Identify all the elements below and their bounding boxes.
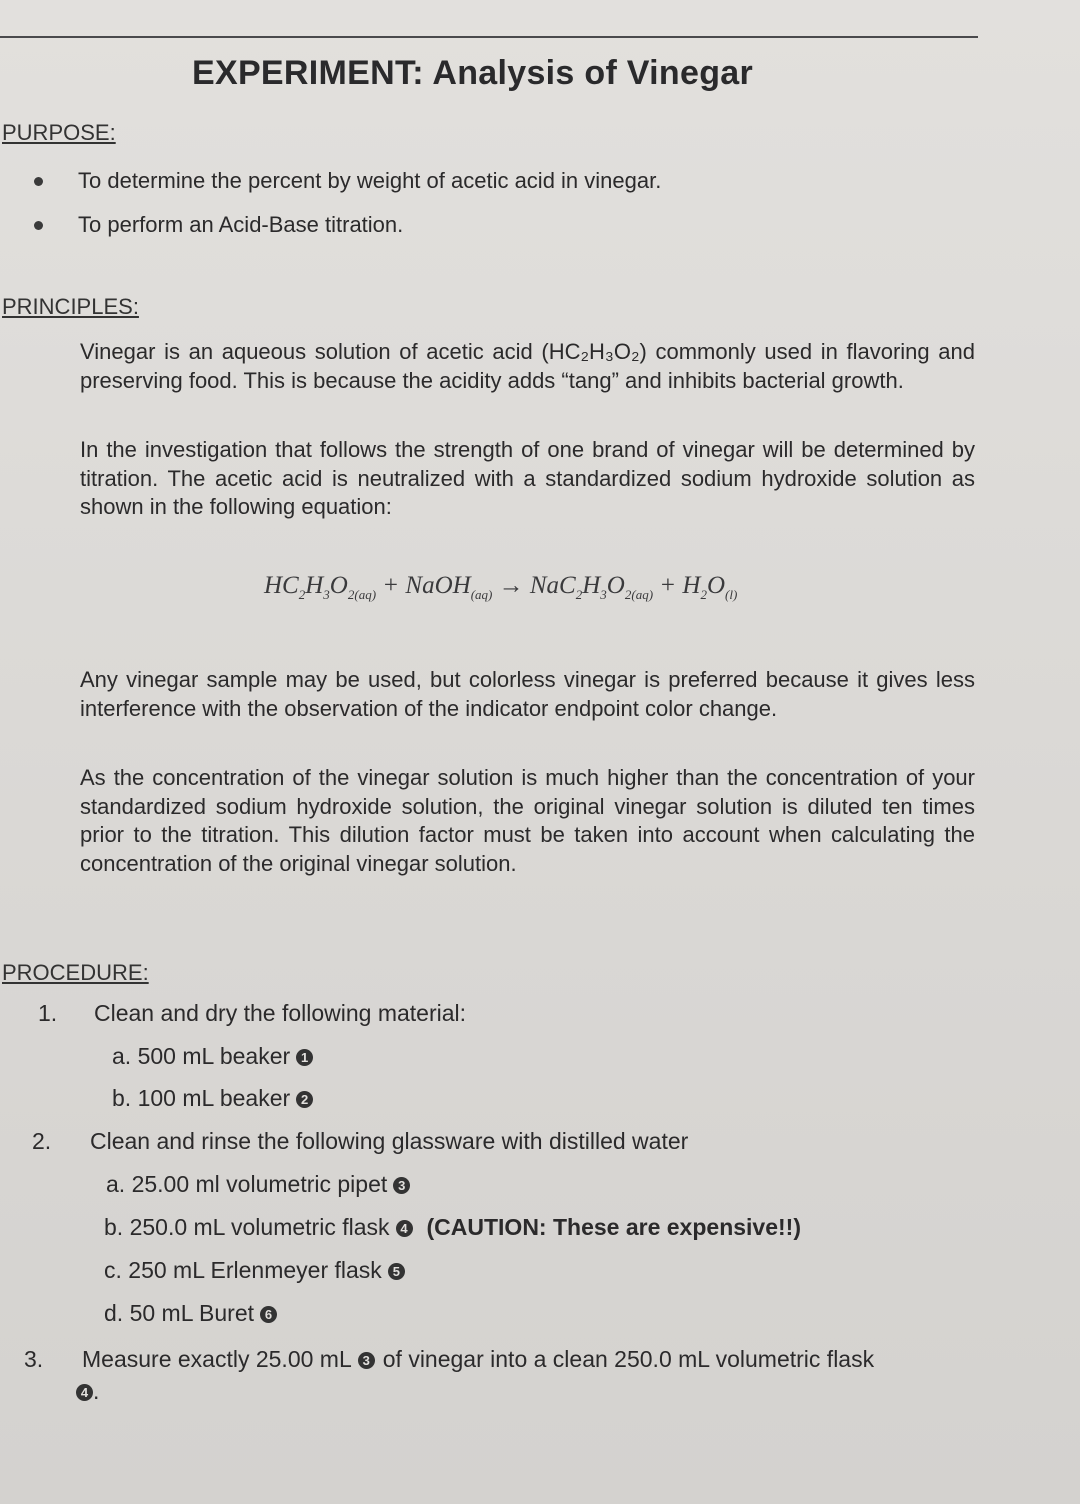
bullet-dot [34, 221, 43, 230]
purpose-heading: PURPOSE: [2, 120, 116, 145]
step-number: 2. [32, 1128, 52, 1154]
number-badge: 4 [76, 1384, 93, 1401]
list-item: b. 100 mL beaker 2 [112, 1085, 313, 1112]
number-badge: 3 [358, 1352, 375, 1369]
purpose-bullet [78, 168, 661, 194]
list-item: a. 500 mL beaker 1 [112, 1043, 313, 1070]
procedure-step [24, 1346, 875, 1373]
step-text: Clean and dry the following material: [94, 1000, 467, 1026]
number-badge: 2 [296, 1091, 313, 1108]
purpose-bullet-text: To determine the percent by weight of acetic acid in vinegar. [78, 168, 662, 193]
principles-paragraph: As the concentration of the vinegar solution is much higher than the concentration of your standardized sodium hydroxide solution, the original vinegar solution is diluted ten times prior to the titration. This dilution factor must be taken into account when calculating the concentration of the original vinegar solution. [80, 765, 975, 876]
step-continuation: 4 . [76, 1378, 99, 1405]
procedure-step [38, 1000, 467, 1027]
principles-paragraph: Any vinegar sample may be used, but colorless vinegar is preferred because it gives less interference with the observation of the indicator endpoint color change. [80, 667, 975, 721]
principles-paragraph: Vinegar is an aqueous solution of acetic acid (HC₂H₃O₂) commonly used in flavoring and preserving food. This is because the acidity adds “tang” and inhibits bacterial growth. [80, 339, 975, 393]
step-text: Clean and rinse the following glassware with distilled water [90, 1128, 689, 1154]
number-badge: 1 [296, 1049, 313, 1066]
list-item: a. 25.00 ml volumetric pipet 3 [106, 1171, 410, 1198]
principles-heading: PRINCIPLES: [2, 294, 139, 319]
page-title: EXPERIMENT: Analysis of Vinegar [192, 54, 754, 92]
list-item: b. 250.0 mL volumetric flask 4 (CAUTION: These are expensive!!) [104, 1214, 801, 1240]
number-badge: 6 [260, 1306, 277, 1323]
step-text: Measure exactly 25.00 mL 3 of vinegar into a clean 250.0 mL volumetric flask [82, 1346, 875, 1372]
bullet-dot [34, 177, 43, 186]
number-badge: 5 [388, 1263, 405, 1280]
chemical-equation: $HC_2H_3O_{2(aq)}$ + NaOH$_{(aq)}$ → $NaC_2H_3O_{2(aq)} + H_2O_{(l)}$ [264, 572, 738, 602]
list-item: d. 50 mL Buret 6 [104, 1300, 277, 1327]
purpose-bullet-text: To perform an Acid-Base titration. [78, 212, 404, 237]
caution-note: (CAUTION: These are expensive!!) [426, 1214, 801, 1240]
procedure-heading: PROCEDURE: [2, 960, 149, 985]
number-badge: 3 [393, 1177, 410, 1194]
list-item: c. 250 mL Erlenmeyer flask 5 [104, 1257, 405, 1284]
purpose-bullet [78, 212, 403, 238]
number-badge: 4 [396, 1220, 413, 1237]
principles-paragraph: In the investigation that follows the strength of one brand of vinegar will be determined by titration. The acetic acid is neutralized with a standardized sodium hydroxide solution as shown in the following equation: [80, 437, 975, 519]
top-rule [0, 36, 978, 38]
step-number: 3. [24, 1346, 44, 1372]
step-number: 1. [38, 1000, 58, 1026]
procedure-step [32, 1128, 689, 1155]
